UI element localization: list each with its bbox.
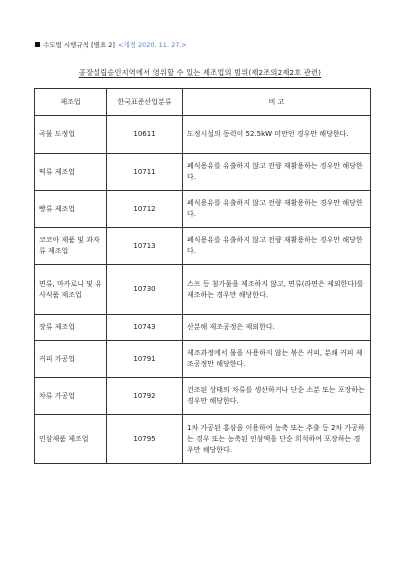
ksic-code: 10713 — [107, 228, 183, 265]
remarks: 제조과정에서 물을 사용하지 않는 볶은 커피, 분쇄 커피 제조공정만 해당한다. — [183, 341, 371, 378]
ksic-code: 10611 — [107, 116, 183, 154]
industry-name: 인삼제품 제조업 — [35, 415, 107, 464]
regulation-header — [35, 40, 187, 49]
remarks: 스프 등 첨가물을 제조하지 않고, 면류(라면은 제외한다)를 제조하는 경우만 해당한다. — [183, 265, 371, 315]
table-row — [35, 228, 371, 265]
industry-name: 곡물 도정업 — [35, 116, 107, 154]
table-row — [35, 315, 371, 341]
manufacturing-scope-table — [34, 88, 371, 464]
remarks: 산분해 제조공정은 제외한다. — [183, 315, 371, 341]
column-header-remarks: 비 고 — [183, 89, 371, 116]
ksic-code: 10743 — [107, 315, 183, 341]
table-row — [35, 341, 371, 378]
regulation-reference: 수도법 시행규칙 [별표 2] — [43, 41, 115, 49]
ksic-code: 10792 — [107, 378, 183, 415]
document-title-text: 공장설립승인지역에서 영위할 수 있는 제조업의 범위(제2조의2제2호 관련) — [78, 68, 322, 77]
industry-name: 장류 제조업 — [35, 315, 107, 341]
remarks: 폐식용유를 유출하지 않고 전량 재활용하는 경우만 해당한다. — [183, 228, 371, 265]
industry-name: 떡류 제조업 — [35, 154, 107, 191]
column-header-ksic-code: 한국표준산업분류 — [107, 89, 183, 116]
industry-name: 차류 가공업 — [35, 378, 107, 415]
industry-name: 커피 가공업 — [35, 341, 107, 378]
ksic-code: 10730 — [107, 265, 183, 315]
remarks: 도정시설의 동력이 52.5kW 미만인 경우만 해당한다. — [183, 116, 371, 154]
table-row — [35, 415, 371, 464]
industry-name: 코코아 제품 및 과자류 제조업 — [35, 228, 107, 265]
industry-name: 빵류 제조업 — [35, 191, 107, 228]
ksic-code: 10711 — [107, 154, 183, 191]
ksic-code: 10795 — [107, 415, 183, 464]
remarks: 폐식용유를 유출하지 않고 전량 재활용하는 경우만 해당한다. — [183, 191, 371, 228]
revision-note: <개정 2020. 11. 27.> — [117, 41, 187, 49]
table-row — [35, 191, 371, 228]
industry-name: 면류, 마카로니 및 유사식품 제조업 — [35, 265, 107, 315]
table-row — [35, 265, 371, 315]
remarks: 1차 가공된 홍삼을 이용하여 농축 또는 추출 등 2차 가공하는 경우 또는 농축된 인삼액을 단순 희석하여 포장하는 경우만 해당한다. — [183, 415, 371, 464]
table-header-row — [35, 89, 371, 116]
table-row — [35, 154, 371, 191]
bullet-square-icon — [35, 42, 40, 47]
ksic-code: 10712 — [107, 191, 183, 228]
column-header-industry: 제조업 — [35, 89, 107, 116]
table-row — [35, 116, 371, 154]
remarks: 폐식용유를 유출하지 않고 전량 재활용하는 경우만 해당한다. — [183, 154, 371, 191]
remarks: 건조된 상태의 차류를 생산하거나 단순 소분 또는 포장하는 경우만 해당한다. — [183, 378, 371, 415]
document-title — [0, 68, 400, 78]
table-row — [35, 378, 371, 415]
ksic-code: 10791 — [107, 341, 183, 378]
